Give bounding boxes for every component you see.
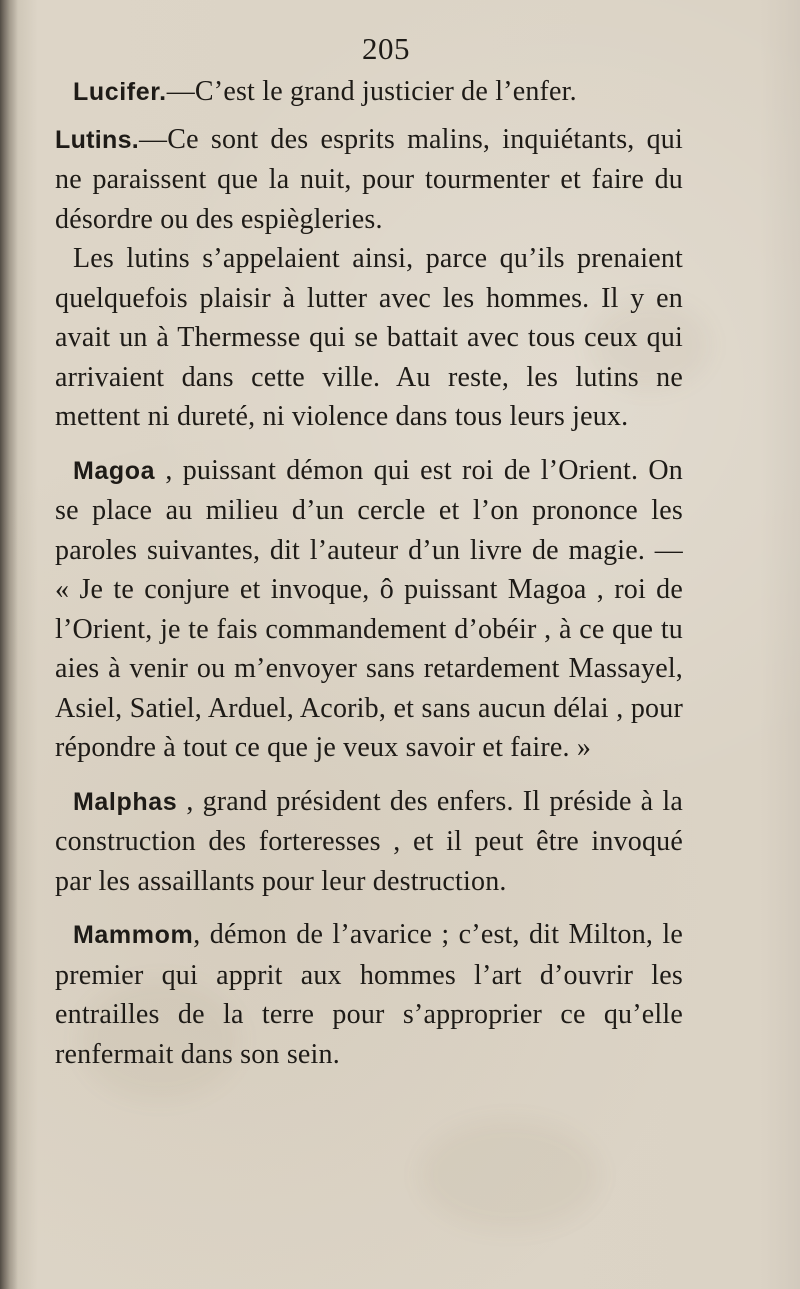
- entry-malphas: [55, 782, 683, 902]
- entry-lucifer: [55, 72, 683, 113]
- entry-text-mammom: , démon de l’avarice ; c’est, dit Milton, le premier qui apprit aux hommes l’art d’ouvrir les entrailles de la terre pour s’approprier ce qu’elle renfermait dans son sein.: [55, 919, 683, 1070]
- paper-stain: [420, 1120, 600, 1230]
- page-text-block: [55, 30, 683, 1074]
- headword-malphas: Malphas: [73, 787, 178, 816]
- entry-mammom: [55, 915, 683, 1074]
- entry-magoa: [55, 451, 683, 768]
- page-binding-edge: [0, 0, 18, 1289]
- entry-text-magoa: , puissant démon qui est roi de l’Orient. On se place au milieu d’un cercle et l’on prononce les paroles suivantes, dit l’auteur d’un livre de magie. — « Je te conjure et invoque, ô puissant Magoa , roi de l’Orient, je te fais commandement d’obéir , à ce que tu aies à venir ou m’envoyer sans retardement Massayel, Asiel, Satiel, Arduel, Acorib, et sans aucun délai , pour répondre à tout ce que je veux savoir et faire. »: [55, 454, 683, 763]
- headword-lutins: Lutins.: [55, 125, 140, 154]
- entry-text-lucifer: —C’est le grand justicier de l’enfer.: [166, 76, 577, 107]
- entry-lutins: [55, 120, 683, 240]
- headword-mammom: Mammom: [73, 921, 194, 949]
- page-number: 205: [362, 31, 410, 66]
- entry-lutins-paragraph: Les lutins s’appelaient ainsi, parce qu’ils prenaient quelquefois plaisir à lutter avec les hommes. Il y en avait un à Thermesse qui se battait avec tous ceux qui arrivaient dans cette ville. Au reste, les lutins ne mettent ni dureté, ni violence dans tous leurs jeux.: [55, 243, 683, 432]
- entry-text-lutins: —Ce sont des esprits malins, inquiétants, qui ne paraissent que la nuit, pour tourmenter et faire du désordre ou des espiègleries.: [55, 123, 683, 235]
- entry-text-malphas: , grand président des enfers. Il préside à la construction des forteresses , et il peut être invoqué par les assaillants pour leur destruction.: [55, 785, 683, 897]
- headword-magoa: Magoa: [73, 456, 156, 485]
- headword-lucifer: Lucifer.: [73, 78, 167, 106]
